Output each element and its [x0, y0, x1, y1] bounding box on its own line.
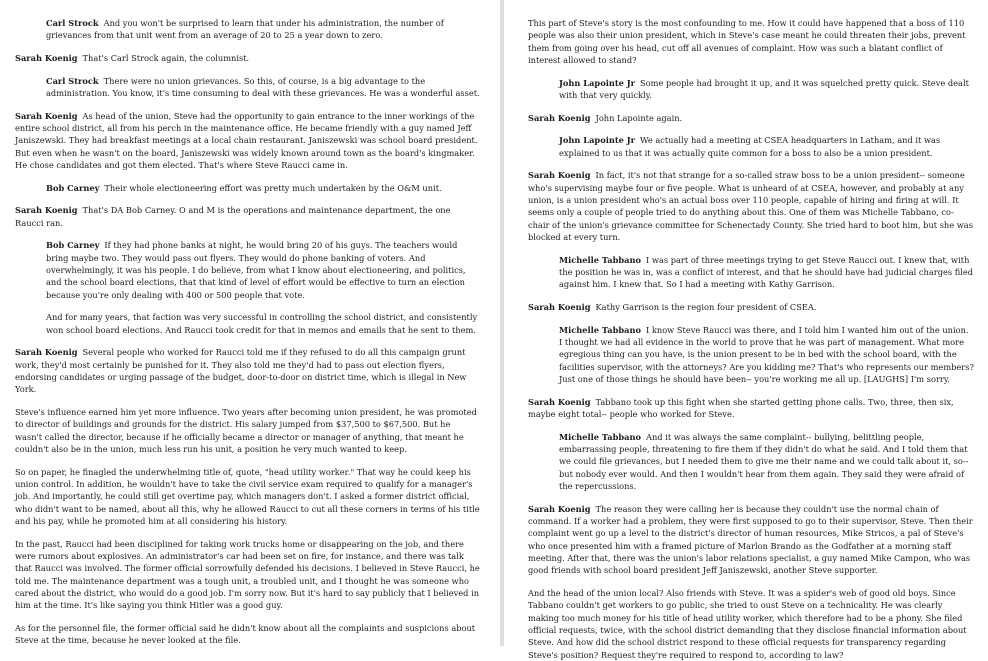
paragraph-text: Tabbano took up this fight when she started getting phone calls. Two, three, then six, maybe eight total-- people who worked for Steve. [528, 396, 954, 419]
transcript-paragraph [46, 239, 480, 301]
transcript-paragraph [528, 396, 974, 421]
paragraph-text: So on paper, he finagled the underwhelming title of, quote, "head utility worker." That way he could keep his union control. In addition, he wouldn't have to take the civil service exam required to qualify for a manager's job. And importantly, he could still get overtime pay, which managers don't. I asked a former district official, who didn't want to be named, about all this, why he allowed Raucci to cut all these corners in terms of his title and his pay, while he promoted him at all considering his history. [15, 466, 480, 526]
speaker-name: Sarah Koenig [528, 503, 591, 514]
paragraph-text: Kathy Garrison is the region four president of CSEA. [595, 301, 817, 312]
speaker-name: Sarah Koenig [15, 52, 78, 63]
transcript-paragraph [15, 466, 480, 528]
transcript-paragraph [46, 17, 480, 42]
paragraph-text: And the head of the union local? Also friends with Steve. It was a spider's web of good old boys. Since Tabbano couldn't get workers to go public, she tried to oust Steve on a technicality. He was clearly making too much money for his title of head utility worker, which therefore had to be a phony. She filed official requests, twice, with the school district demanding that they disclose financial information about Steve. And how did the school district respond to these official requests for transparency regarding Steve's position? Request they're required to respond to, according to law? [528, 587, 967, 660]
speaker-name: Michelle Tabbano [559, 324, 642, 335]
speaker-name: Sarah Koenig [528, 301, 591, 312]
transcript-paragraph [559, 324, 974, 386]
paragraph-text: Several people who worked for Raucci told me if they refused to do all this campaign grunt work, they'd most certainly be punished for it. They also told me they'd had to pass out election flyers, endorsing candidates or urging passage of the budget, door-to-door on district time, which is illegal in New York. [15, 347, 467, 395]
transcript-paragraph [528, 503, 974, 577]
speaker-name: Sarah Koenig [15, 347, 78, 358]
speaker-name: Bob Carney [46, 240, 100, 251]
transcript-paragraph [15, 406, 480, 455]
transcript-paragraph [15, 538, 480, 612]
speaker-name: Sarah Koenig [15, 205, 78, 216]
transcript-paragraph [15, 346, 480, 395]
transcript-paragraph [528, 112, 974, 124]
transcript-paragraph [46, 75, 480, 100]
left-transcript-page [0, 0, 500, 646]
paragraph-text: Their whole electioneering effort was pretty much undertaken by the O&M unit. [104, 182, 442, 193]
paragraph-text: That's Carl Strock again, the columnist. [82, 52, 250, 63]
paragraph-text: This part of Steve's story is the most confounding to me. How it could have happened that a boss of 110 people was also their union president, which in Steve's case meant he could threaten their jobs, prevent them from going over his head, cut off all avenues of complaint. How was such a blatant conflict of interest allowed to stand? [528, 18, 966, 66]
paragraph-text: And you won't be surprised to learn that under his administration, the number of grievances from that unit went from an average of 20 to 25 a year down to zero. [46, 18, 444, 41]
paragraph-text: And for many years, that faction was very successful in controlling the school district, and consistently won school board elections. And Raucci took credit for that in memos and emails that he sent to them. [46, 312, 478, 335]
speaker-name: Bob Carney [46, 182, 100, 193]
speaker-name: Sarah Koenig [15, 110, 78, 121]
transcript-paragraph [528, 587, 974, 661]
speaker-name: Sarah Koenig [528, 170, 591, 181]
transcript-paragraph [15, 110, 480, 172]
speaker-name: Sarah Koenig [528, 112, 591, 123]
paragraph-text: Some people had brought it up, and it was squelched pretty quick. Steve dealt with that very quickly. [559, 77, 969, 101]
transcript-paragraph [559, 134, 974, 159]
paragraph-text: As for the personnel file, the former official said he didn't know about all the complaints and suspicions about Steve at the time, because he never looked at the file. [15, 622, 476, 646]
transcript-paragraph [15, 52, 480, 64]
transcript-paragraph [46, 311, 480, 336]
transcript-paragraph [559, 77, 974, 102]
paragraph-text: I was part of three meetings trying to get Steve Raucci out. I knew that, with the position he was in, was a conflict of interest, and that he should have had judicial charges filed against him. I knew that. So I had a meeting with Kathy Garrison. [559, 254, 974, 290]
paragraph-text: That's DA Bob Carney. O and M is the operations and maintenance department, the one Raucci ran. [15, 205, 451, 228]
speaker-name: John Lapointe Jr [559, 135, 636, 146]
transcript-paragraph [15, 204, 480, 229]
paragraph-text: We actually had a meeting at CSEA headquarters in Latham, and it was explained to us that it was actually quite common for a boss to also be a union president. [559, 135, 941, 158]
paragraph-text: If they had phone banks at night, he would bring 20 of his guys. The teachers would bring maybe two. They would pass out flyers. They would do phone banking of voters. And overwhelmingly, it was his people. I do believe, from what I know about electioneering, and politics, and the school board elections, that that kind of level of effort would be effective to turn an election because you're only dealing with 400 or 500 people that vote. [46, 240, 466, 300]
speaker-name: Carl Strock [46, 18, 99, 28]
speaker-name: Michelle Tabbano [559, 431, 642, 442]
paragraph-text: And it was always the same complaint-- bullying, belittling people, embarrassing people, threatening to fire them if they didn't do what he said. And I told them that we could file grievances, but I needed them to give me their name and we could talk about it, so-- but nobody ever would. And then I wouldn't hear from them again. They said they were afraid of the repercussions. [559, 431, 969, 491]
speaker-name: Sarah Koenig [528, 396, 591, 407]
speaker-name: John Lapointe Jr [559, 77, 636, 88]
transcript-paragraph [559, 431, 974, 493]
paragraph-text: Steve's influence earned him yet more influence. Two years after becoming union president, he was promoted to director of buildings and grounds for the district. His salary jumped from $37,500 to $67,500. But he wasn't called the director, because if he officially became a director or manager of anything, that meant he couldn't also be in the union, much less run his unit, a position he very much wanted to keep. [15, 406, 477, 454]
transcript-paragraph [46, 182, 480, 194]
speaker-name: Carl Strock [46, 75, 99, 86]
speaker-name: Michelle Tabbano [559, 254, 642, 265]
paragraph-text: There were no union grievances. So this, of course, is a big advantage to the administration. You know, it's time consuming to deal with these grievances. He was a wonderful asset. [46, 75, 480, 98]
transcript-paragraph [528, 301, 974, 313]
right-transcript-page [504, 0, 988, 660]
paragraph-text: The reason they were calling her is because they couldn't use the normal chain of command. If a worker had a problem, they were first supposed to go to their supervisor, Steve. Then their complaint went go up a level to the district's director of human resources, Mike Stricos, a pal of Steve's who once presented him with a framed picture of Marlon Brando as the Godfather at a morning staff meeting. After that, there was the union's labor relations specialist, a guy named Mike Campon, who was good friends with school board president Jeff Janiszewski, another Steve supporter. [528, 503, 973, 576]
paragraph-text: I know Steve Raucci was there, and I told him I wanted him out of the union. I thought we had all evidence in the world to prove that he was part of management. What more egregious thing can you have, is the union present to be in bed with the school board, with the facilities supervisor, with the attorneys? Are you kidding me? That's who represents our members? Just one of those things he should have been-- you're working me all up. [LAUGHS] I'm sorry. [559, 324, 974, 384]
transcript-paragraph [559, 254, 974, 291]
paragraph-text: In fact, it's not that strange for a so-called straw boss to be a union president-- someone who's supervising maybe four or five people. What is unheard of at CSEA, however, and probably at any union, is a union president who's an actual boss over 110 people, capable of hiring and firing at will. It seems only a couple of people tried to do anything about this. One of them was Michelle Tabbano, co-chair of the union's grievance committee for Schenectady County. She tried hard to boot him, but she was blocked at every turn. [528, 170, 973, 242]
paragraph-text: John Lapointe again. [595, 112, 683, 123]
transcript-paragraph [528, 169, 974, 243]
transcript-paragraph [528, 17, 974, 66]
paragraph-text: In the past, Raucci had been disciplined for taking work trucks home or disappearing on the job, and there were rumors about explosives. An administrator's car had been set on fire, for instance, and there was talk that Raucci was involved. The former official sorrowfully defended his decisions. I believed in Steve Raucci, he told me. The maintenance department was a tough unit, a troubled unit, and I thought he was someone who cared about the district, who would do a good job. I'm sorry now. But it's hard to say publicly that I believed in him at the time. It's like saying you think Hitler was a good guy. [15, 538, 480, 611]
transcript-paragraph [15, 622, 480, 647]
paragraph-text: As head of the union, Steve had the opportunity to gain entrance to the inner workings of the entire school district, all from his perch in the maintenance office. He became friendly with a guy named Jeff Janiszewski. They had breakfast meetings at a local chain restaurant. Janiszewski was school board president. But even when he wasn't on the board, Janiszewski was widely known around town as the board's kingmaker. He chose candidates and got them elected. That's where Steve Raucci came in. [15, 110, 478, 170]
